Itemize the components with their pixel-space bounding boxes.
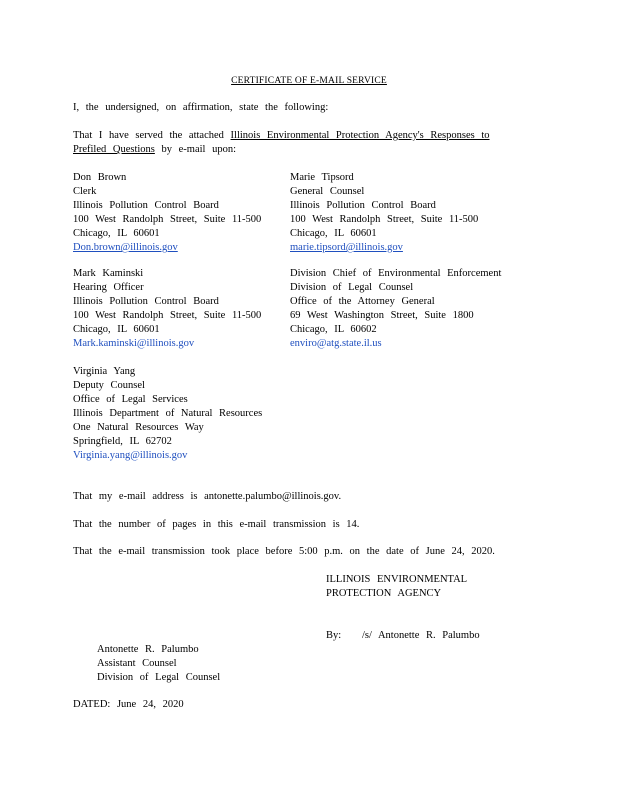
certificate-title xyxy=(0,74,618,88)
recipient-name: Don Brown xyxy=(73,172,127,183)
served-document-title-cont: Prefiled Questions xyxy=(73,144,155,155)
recipient-name: Marie Tipsord xyxy=(290,172,354,183)
recipient-org: Illinois Pollution Control Board xyxy=(290,200,436,211)
recipient-block-attorney-general xyxy=(290,267,501,351)
recipient-email-link[interactable]: Mark.kaminski@illinois.gov xyxy=(73,338,195,349)
signer-division: Division of Legal Counsel xyxy=(97,672,221,683)
email-address-statement: That my e-mail address is antonette.palumbo@illinois.gov. xyxy=(73,491,342,502)
recipient-office: Office of Legal Services xyxy=(73,394,188,405)
signer-block xyxy=(97,643,220,685)
dated-line: DATED: June 24, 2020 xyxy=(73,699,184,710)
recipient-street: 100 West Randolph Street, Suite 11-500 xyxy=(73,310,262,321)
recipient-city: Chicago, IL 60602 xyxy=(290,324,377,335)
recipient-email-link[interactable]: marie.tipsord@illinois.gov xyxy=(290,242,403,253)
signature-by-label: By: xyxy=(326,630,342,641)
recipient-block-mark-kaminski xyxy=(73,267,261,351)
recipient-title: Clerk xyxy=(73,186,97,197)
served-line-1 xyxy=(73,129,490,143)
recipient-title: Hearing Officer xyxy=(73,282,144,293)
recipient-org: Illinois Pollution Control Board xyxy=(73,296,219,307)
signer-title: Assistant Counsel xyxy=(97,658,177,669)
recipient-street: 100 West Randolph Street, Suite 11-500 xyxy=(73,214,262,225)
recipient-title: General Counsel xyxy=(290,186,365,197)
recipient-email-link[interactable]: Virginia.yang@illinois.gov xyxy=(73,450,188,461)
recipient-city: Springfield, IL 62702 xyxy=(73,436,172,447)
intro-statement: I, the undersigned, on affirmation, state the following: xyxy=(73,102,329,113)
served-suffix: by e-mail upon: xyxy=(154,144,236,155)
recipient-email-link[interactable]: enviro@atg.state.il.us xyxy=(290,338,382,349)
recipient-title: Division of Legal Counsel xyxy=(290,282,414,293)
recipient-org: Illinois Department of Natural Resources xyxy=(73,408,263,419)
recipient-block-don-brown xyxy=(73,171,261,255)
served-prefix: That I have served the attached xyxy=(73,130,231,141)
recipient-street: 69 West Washington Street, Suite 1800 xyxy=(290,310,474,321)
recipient-city: Chicago, IL 60601 xyxy=(290,228,377,239)
agency-name-line-1: ILLINOIS ENVIRONMENTAL xyxy=(326,574,468,585)
recipient-street: 100 West Randolph Street, Suite 11-500 xyxy=(290,214,479,225)
recipient-org: Office of the Attorney General xyxy=(290,296,435,307)
recipient-city: Chicago, IL 60601 xyxy=(73,324,160,335)
signature-electronic: /s/ Antonette R. Palumbo xyxy=(362,630,480,641)
recipient-block-marie-tipsord xyxy=(290,171,478,255)
recipient-title: Deputy Counsel xyxy=(73,380,145,391)
served-document-title: Illinois Environmental Protection Agency's Responses to xyxy=(230,130,490,141)
recipient-block-virginia-yang xyxy=(73,365,262,463)
recipient-name: Mark Kaminski xyxy=(73,268,144,279)
page-count-statement: That the number of pages in this e-mail transmission is 14. xyxy=(73,519,360,530)
agency-name xyxy=(326,573,467,601)
transmission-time-statement: That the e-mail transmission took place before 5:00 p.m. on the date of June 24, 2020. xyxy=(73,546,495,557)
recipient-name: Virginia Yang xyxy=(73,366,136,377)
served-line-2 xyxy=(73,143,236,157)
recipient-org: Illinois Pollution Control Board xyxy=(73,200,219,211)
recipient-city: Chicago, IL 60601 xyxy=(73,228,160,239)
signer-name: Antonette R. Palumbo xyxy=(97,644,199,655)
certificate-title-text: CERTIFICATE OF E-MAIL SERVICE xyxy=(231,76,387,86)
recipient-name: Division Chief of Environmental Enforcement xyxy=(290,268,502,279)
recipient-email-link[interactable]: Don.brown@illinois.gov xyxy=(73,242,178,253)
agency-name-line-2: PROTECTION AGENCY xyxy=(326,588,442,599)
recipient-street: One Natural Resources Way xyxy=(73,422,204,433)
